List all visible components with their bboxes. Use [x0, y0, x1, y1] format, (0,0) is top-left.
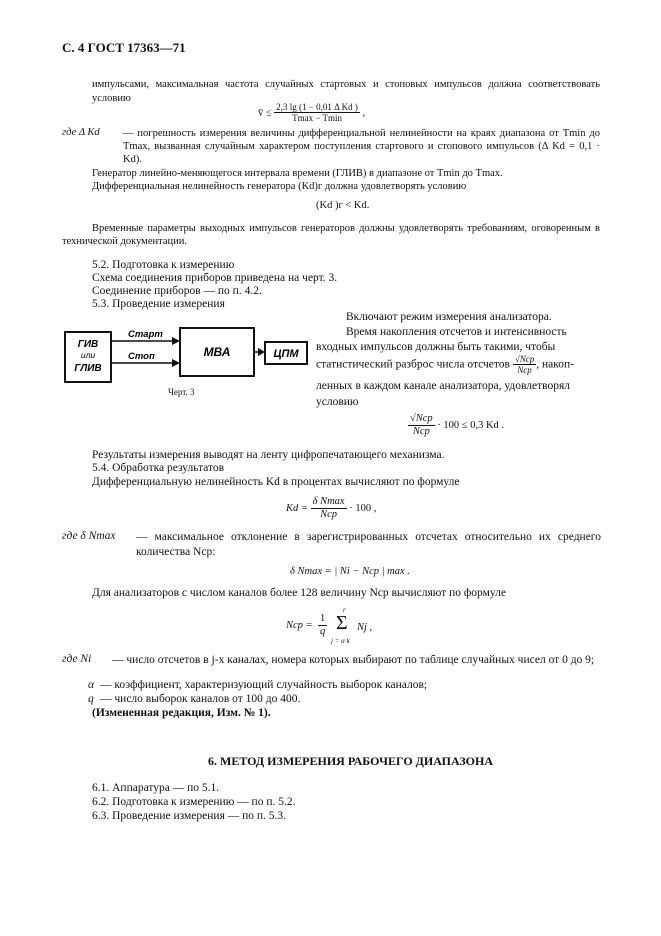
formula-n-avg-lhs: Nср = [286, 620, 313, 631]
formula-n-avg-tail: Nj , [357, 622, 373, 633]
results-line: Результаты измерения выводят на ленту цифропечатающего механизма. [92, 449, 445, 461]
formula-delta-n: δ Nmax = | Ni − Nср | max . [290, 566, 410, 577]
section-5-2-title: 5.2. Подготовка к измерению [92, 259, 235, 271]
right-p2e: условию [316, 396, 359, 408]
section-6-item-2: 6.2. Подготовка к измерению — по п. 5.2. [92, 796, 296, 808]
formula-sum-top: r [343, 606, 346, 614]
start-label: Старт [128, 329, 163, 340]
where-delta-n-text: — максимальное отклонение в зарегистрированных отсчетах относительно их среднего количества Nср: [136, 531, 601, 558]
where-delta-n-label: где δ Nmax [62, 530, 116, 542]
diff-nonlinearity-paragraph: Дифференциальная нелинейность генератора (Kd)г должна удовлетворять условию [92, 181, 467, 192]
intro-paragraph: импульсами, максимальная частота случайных стартовых и стоповых импульсов должна соответствовать условию [92, 79, 600, 104]
where-q-label: q [88, 693, 94, 705]
where-alpha-text: — коэффициент, характеризующий случайность выборок каналов; [100, 679, 428, 691]
page-header: С. 4 ГОСТ 17363—71 [62, 40, 186, 55]
formula-kd-lhs: Kd = [286, 502, 308, 514]
time-params-paragraph: Временные параметры выходных импульсов генераторов должны удовлетворять требованиям, оговоренным в технической документации. [62, 223, 600, 247]
scatter-fraction-denominator: Nср [517, 365, 532, 376]
section-6-item-3: 6.3. Проведение измерения — по п. 5.3. [92, 810, 287, 822]
scatter-condition-tail: · 100 ≤ 0,3 Kd . [437, 419, 505, 431]
right-p2b: входных импульсов должны быть такими, чтобы [316, 341, 556, 353]
right-p2a: Время накопления отсчетов и интенсивность [346, 326, 567, 338]
formula-n-avg-fraction [318, 613, 327, 638]
where-delta-kd-label: где Δ Kd [62, 127, 100, 138]
section-5-2-line1: Схема соединения приборов приведена на черт. 3. [92, 272, 338, 284]
stop-arrow-icon [172, 359, 180, 367]
scatter-condition [408, 413, 504, 438]
section-5-4-line1: Дифференциальную нелинейность Kd в процентах вычисляют по формуле [92, 476, 460, 488]
amendment-note: (Измененная редакция, Изм. № 1). [92, 707, 271, 719]
scatter-condition-numerator: √Nср [408, 413, 435, 426]
formula-frequency-numerator: 2,3 lg (1 − 0,01 Δ Kd ) [276, 102, 358, 112]
right-p2c: статистический разброс числа отсчетов [316, 358, 510, 371]
scatter-condition-denominator: Nср [412, 426, 430, 438]
formula-n-avg-q: q [320, 626, 326, 638]
where-ni-label: где Ni [62, 653, 92, 665]
formula-frequency-tail: , [362, 107, 366, 119]
right-p2c-tail: , накоп- [536, 358, 575, 371]
formula-n-avg-one: 1 [318, 613, 327, 626]
generator-box-label-1: ГИВ [77, 339, 99, 350]
output-arrow-icon [258, 348, 265, 356]
section-6-title: 6. МЕТОД ИЗМЕРЕНИЯ РАБОЧЕГО ДИАПАЗОНА [208, 754, 493, 768]
section-5-4-title: 5.4. Обработка результатов [92, 462, 225, 474]
scatter-fraction-numerator: √Nср [514, 354, 535, 364]
generator-condition: (Kd )г < Kd. [316, 200, 370, 211]
formula-sum-bottom: j = α k [331, 637, 350, 645]
diagram-caption: Черт. 3 [168, 387, 195, 397]
generator-box-label-3: ГЛИВ [74, 363, 102, 374]
right-p2c-row [316, 354, 574, 376]
where-q-text: — число выборок каналов от 100 до 400. [100, 693, 301, 705]
formula-kd [286, 496, 376, 521]
where-delta-kd-text: — погрешность измерения величины дифференциальной нелинейности на краях диапазона от Tmin до Tmax, вызванная случайным характером поступления стартового и стопового импульсов (Δ Kd = 0,1 · Kd). [123, 128, 600, 165]
where-ni-text: — число отсчетов в j-х каналах, номера которых выбирают по таблице случайных чисел от 0 до 9; [112, 654, 595, 666]
stop-label: Стоп [128, 351, 155, 362]
printer-box-label: ЦПМ [273, 348, 299, 360]
start-arrow-icon [172, 337, 180, 345]
section-6-item-1: 6.1. Аппаратура — по 5.1. [92, 782, 220, 794]
generator-box-label-2: или [80, 350, 96, 360]
right-p2d: ленных в каждом канале анализатора, удовлетворял [316, 380, 570, 392]
section-5-3-title: 5.3. Проведение измерения [92, 298, 225, 310]
formula-frequency-denominator: Tmax − Tmin [292, 113, 343, 124]
gliv-paragraph: Генератор линейно-меняющегося интервала времени (ГЛИВ) в диапазоне от Tmin до Tmax. [92, 168, 503, 179]
formula-kd-tail: · 100 , [349, 502, 377, 514]
right-p1: Включают режим измерения анализатора. [346, 311, 552, 323]
analyzer-box-label: МВА [203, 345, 231, 359]
section-5-4-line2: Для анализаторов с числом каналов более 128 величину Nср вычисляют по формуле [92, 587, 506, 599]
formula-kd-numerator: δ Nmax [311, 496, 347, 509]
where-alpha-label: α [88, 679, 95, 691]
formula-sum-sigma: Σ [336, 612, 348, 634]
formula-kd-denominator: Nср [320, 509, 338, 521]
section-5-2-line2: Соединение приборов — по п. 4.2. [92, 285, 262, 297]
formula-frequency [258, 102, 365, 124]
formula-frequency-lhs: v̄ ≤ [258, 107, 272, 119]
